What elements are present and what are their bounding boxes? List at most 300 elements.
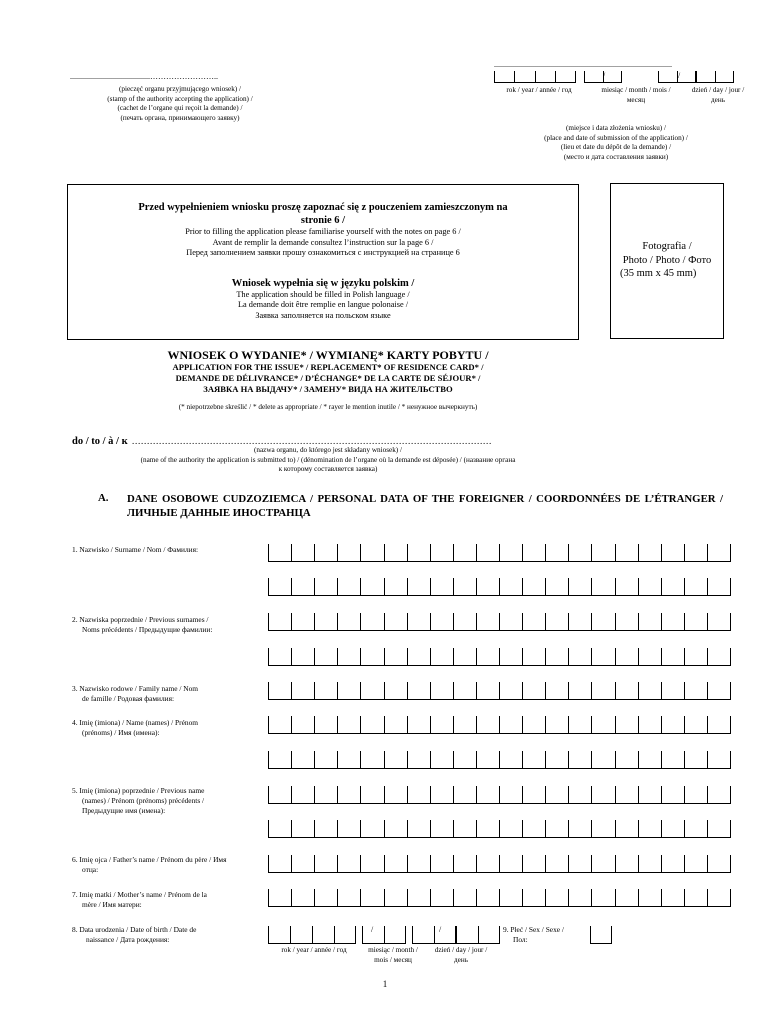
comb-cell-divider <box>453 820 454 838</box>
comb-cell-divider <box>499 544 500 562</box>
comb-cell-divider <box>522 786 523 804</box>
comb-cell-divider <box>707 682 708 700</box>
comb-cell-divider <box>661 682 662 700</box>
comb-cell-divider <box>499 786 500 804</box>
field-6-label-line: 6. Imię ojca / Father’s name / Prénom du père / Имя <box>72 855 227 864</box>
comb-cell-divider <box>430 544 431 562</box>
notice-language-line: The application should be filled in Polish language / <box>236 289 410 299</box>
surname-input-row-1[interactable] <box>268 544 730 562</box>
comb-baseline <box>268 630 730 631</box>
comb-cell-divider <box>407 544 408 562</box>
comb-cell-divider <box>268 855 269 873</box>
comb-cell-divider <box>730 648 731 666</box>
comb-cell-divider <box>615 716 616 734</box>
previous-surnames-input-row-1[interactable] <box>268 613 730 631</box>
notice-language-lines <box>68 290 578 322</box>
dob-day-label <box>428 946 494 965</box>
comb-cell-divider <box>407 889 408 907</box>
comb-cell-divider <box>314 786 315 804</box>
comb-cell-divider <box>568 855 569 873</box>
dob-month-input[interactable] <box>362 926 406 944</box>
comb-cell-divider <box>684 716 685 734</box>
comb-cell-divider <box>522 889 523 907</box>
comb-cell-divider <box>568 648 569 666</box>
comb-cell-divider <box>591 578 592 596</box>
comb-cell-divider <box>707 820 708 838</box>
comb-cell-divider <box>314 855 315 873</box>
comb-cell-divider <box>476 544 477 562</box>
comb-cell-divider <box>360 751 361 769</box>
date-slash: / <box>603 71 606 80</box>
comb-cell-divider <box>730 716 731 734</box>
photo-caption <box>611 240 723 281</box>
comb-cell-divider <box>684 648 685 666</box>
comb-cell-divider <box>476 716 477 734</box>
comb-cell-divider <box>591 544 592 562</box>
comb-cell-divider <box>730 544 731 562</box>
comb-cell-divider <box>268 544 269 562</box>
comb-cell-divider <box>291 716 292 734</box>
field-7-label <box>72 890 272 910</box>
comb-cell-divider <box>638 682 639 700</box>
comb-cell-divider <box>522 544 523 562</box>
comb-cell-divider <box>476 889 477 907</box>
comb-cell-divider <box>430 889 431 907</box>
comb-cell-divider <box>476 578 477 596</box>
field-6-label <box>72 855 272 875</box>
field-6-label-line: отца: <box>82 864 99 874</box>
comb-cell-divider <box>499 716 500 734</box>
comb-cell-divider <box>453 544 454 562</box>
comb-cell-divider <box>430 682 431 700</box>
comb-cell-divider <box>314 648 315 666</box>
comb-cell-divider <box>707 648 708 666</box>
submission-day-input-2[interactable] <box>696 71 734 83</box>
comb-cell-divider <box>522 682 523 700</box>
comb-cell-divider <box>430 855 431 873</box>
notice-lines <box>68 227 578 259</box>
stamp-caption-line: (pieczęć organu przyjmującego wniosek) / <box>118 85 241 93</box>
comb-cell-divider <box>476 648 477 666</box>
comb-cell-divider <box>291 544 292 562</box>
comb-cell-divider <box>360 613 361 631</box>
dob-month-label-line: miesiąc / month / <box>368 946 418 954</box>
month-label: miesiąc / month / mois / месяц <box>601 86 671 104</box>
stamp-caption-line: (stamp of the authority accepting the application) / <box>107 94 253 103</box>
comb-cell-divider <box>568 786 569 804</box>
comb-cell-divider <box>707 751 708 769</box>
comb-cell-divider <box>453 786 454 804</box>
comb-cell-divider <box>615 682 616 700</box>
comb-cell-divider <box>268 786 269 804</box>
field-2-label <box>72 615 272 635</box>
comb-cell-divider <box>615 855 616 873</box>
comb-cell-divider <box>615 648 616 666</box>
addressee-caption-line: (nazwa organu, do którego jest składany wniosek) / <box>254 446 402 454</box>
comb-cell-divider <box>476 613 477 631</box>
comb-cell-divider <box>499 648 500 666</box>
comb-cell-divider <box>684 786 685 804</box>
comb-cell-divider <box>568 751 569 769</box>
place-caption-line: (miejsce i data złożenia wniosku) / <box>566 124 666 132</box>
comb-cell-divider <box>707 578 708 596</box>
comb-cell-divider <box>707 716 708 734</box>
field-1-label: 1. Nazwisko / Surname / Nom / Фамилия: <box>72 545 199 554</box>
comb-cell-divider <box>615 820 616 838</box>
previous-names-input-row-1[interactable] <box>268 786 730 804</box>
application-subtitle: APPLICATION FOR THE ISSUE* / REPLACEMENT* OF RESIDENCE CARD* / <box>172 362 484 372</box>
notice-language-line: La demande doit être remplie en langue polonaise / <box>237 300 409 310</box>
comb-cell-divider <box>291 613 292 631</box>
application-subtitle: ЗАЯВКА НА ВЫДАЧУ* / ЗАМЕНУ* ВИДА НА ЖИТЕЛЬСТВО <box>203 384 453 394</box>
comb-cell-divider <box>476 682 477 700</box>
place-caption-line: (lieu et date du dépôt de la demande) / <box>560 143 672 152</box>
comb-cell-divider <box>360 682 361 700</box>
comb-cell-divider <box>638 855 639 873</box>
notice-line: Avant de remplir la demande consultez l’instruction sur la page 6 / <box>212 237 434 247</box>
field-5-label-line: Предыдущие имя (имена): <box>82 805 166 815</box>
comb-cell-divider <box>661 716 662 734</box>
comb-cell-divider <box>661 889 662 907</box>
addressee-caption <box>70 446 586 475</box>
comb-cell-divider <box>314 613 315 631</box>
comb-cell-divider <box>591 751 592 769</box>
comb-cell-divider <box>384 820 385 838</box>
title-footnote: (* niepotrzebne skreślić / * delete as appropriate / * rayer le mention inutile / * ненужное вычеркнуть) <box>178 403 478 411</box>
comb-cell-divider <box>684 544 685 562</box>
comb-cell-divider <box>591 855 592 873</box>
comb-cell-divider <box>453 716 454 734</box>
comb-cell-divider <box>661 751 662 769</box>
field-9-label <box>503 925 593 945</box>
comb-cell-divider <box>591 889 592 907</box>
comb-cell-divider <box>730 820 731 838</box>
comb-cell-divider <box>476 786 477 804</box>
comb-baseline <box>268 595 730 596</box>
comb-cell-divider <box>314 820 315 838</box>
sex-input[interactable] <box>590 926 612 944</box>
comb-baseline <box>268 906 730 907</box>
comb-cell-divider <box>291 578 292 596</box>
comb-cell-divider <box>360 786 361 804</box>
comb-cell-divider <box>453 751 454 769</box>
notice-language-line: Заявка заполняется на польском языке <box>255 310 391 320</box>
comb-cell-divider <box>730 613 731 631</box>
comb-cell-divider <box>268 578 269 596</box>
date-slash: / <box>678 71 681 80</box>
comb-cell-divider <box>430 751 431 769</box>
comb-cell-divider <box>384 786 385 804</box>
dob-year-label: rok / year / année / год <box>281 946 347 954</box>
comb-cell-divider <box>522 751 523 769</box>
page-number: 1 <box>382 979 388 989</box>
comb-cell-divider <box>638 716 639 734</box>
names-input-row-2[interactable] <box>268 751 730 769</box>
comb-baseline <box>268 665 730 666</box>
comb-cell-divider <box>476 751 477 769</box>
stamp-caption <box>60 85 300 123</box>
date-slash: / <box>371 925 374 934</box>
comb-cell-divider <box>522 820 523 838</box>
comb-baseline <box>268 699 730 700</box>
comb-cell-divider <box>638 889 639 907</box>
comb-cell-divider <box>591 820 592 838</box>
comb-cell-divider <box>522 716 523 734</box>
comb-cell-divider <box>384 889 385 907</box>
comb-cell-divider <box>591 682 592 700</box>
previous-names-input-row-2[interactable] <box>268 820 730 838</box>
comb-cell-divider <box>545 578 546 596</box>
field-9-label-line: 9. Płeć / Sex / Sexe / <box>503 925 564 934</box>
comb-cell-divider <box>407 820 408 838</box>
mothers-name-input[interactable] <box>268 889 730 907</box>
previous-surnames-input-row-2[interactable] <box>268 648 730 666</box>
comb-cell-divider <box>384 751 385 769</box>
dob-day-input[interactable] <box>412 926 456 944</box>
photo-caption-line: (35 mm x 45 mm) <box>620 268 697 279</box>
comb-cell-divider <box>268 648 269 666</box>
comb-cell-divider <box>591 648 592 666</box>
place-caption <box>496 124 736 162</box>
dob-day-input-2[interactable] <box>456 926 500 944</box>
stamp-caption-line: (печать органа, принимающего заявку) <box>120 113 240 122</box>
comb-cell-divider <box>661 648 662 666</box>
comb-cell-divider <box>684 889 685 907</box>
comb-cell-divider <box>545 613 546 631</box>
comb-cell-divider <box>314 578 315 596</box>
comb-cell-divider <box>476 855 477 873</box>
comb-cell-divider <box>638 544 639 562</box>
comb-cell-divider <box>545 820 546 838</box>
field-9-label-line: Пол: <box>513 934 528 944</box>
comb-cell-divider <box>337 578 338 596</box>
comb-cell-divider <box>730 786 731 804</box>
field-2-label-line: 2. Nazwiska poprzednie / Previous surnames / <box>72 615 209 624</box>
comb-cell-divider <box>568 578 569 596</box>
comb-cell-divider <box>545 889 546 907</box>
comb-cell-divider <box>661 855 662 873</box>
comb-cell-divider <box>730 889 731 907</box>
comb-cell-divider <box>568 820 569 838</box>
field-5-label-line: 5. Imię (imiona) poprzednie / Previous name <box>72 786 205 795</box>
comb-cell-divider <box>384 855 385 873</box>
photo-caption-line: Fotografia / <box>642 241 692 252</box>
field-4-label-line: 4. Imię (imiona) / Name (names) / Prénom <box>72 718 199 727</box>
comb-cell-divider <box>337 786 338 804</box>
comb-cell-divider <box>314 889 315 907</box>
comb-cell-divider <box>314 716 315 734</box>
comb-cell-divider <box>268 613 269 631</box>
comb-cell-divider <box>522 613 523 631</box>
day-label: dzień / day / jour / день <box>691 86 745 104</box>
comb-cell-divider <box>499 751 500 769</box>
comb-cell-divider <box>337 613 338 631</box>
surname-input-row-2[interactable] <box>268 578 730 596</box>
dob-year-input[interactable] <box>268 926 356 944</box>
stamp-caption-line: (cachet de l’organe qui reçoit la demande) / <box>117 104 243 113</box>
stamp-dotted-line: ........................................…………………….. <box>70 72 218 81</box>
comb-cell-divider <box>684 855 685 873</box>
comb-cell-divider <box>384 613 385 631</box>
comb-cell-divider <box>314 682 315 700</box>
comb-cell-divider <box>337 855 338 873</box>
comb-cell-divider <box>499 578 500 596</box>
comb-cell-divider <box>499 889 500 907</box>
comb-cell-divider <box>384 648 385 666</box>
comb-cell-divider <box>453 889 454 907</box>
comb-cell-divider <box>384 716 385 734</box>
comb-cell-divider <box>476 820 477 838</box>
comb-cell-divider <box>707 613 708 631</box>
comb-baseline <box>268 733 730 734</box>
comb-baseline <box>268 837 730 838</box>
comb-cell-divider <box>730 751 731 769</box>
application-subtitle: DEMANDE DE DÉLIVRANCE* / D’ÉCHANGE* DE LA CARTE DE SÉJOUR* / <box>175 373 481 383</box>
comb-cell-divider <box>268 716 269 734</box>
comb-cell-divider <box>407 682 408 700</box>
comb-cell-divider <box>615 613 616 631</box>
comb-cell-divider <box>430 716 431 734</box>
comb-cell-divider <box>638 648 639 666</box>
comb-cell-divider <box>407 786 408 804</box>
names-input-row-1[interactable] <box>268 716 730 734</box>
notice-language-title: Wniosek wypełnia się w języku polskim / <box>231 277 415 289</box>
comb-cell-divider <box>638 751 639 769</box>
comb-cell-divider <box>268 682 269 700</box>
date-slash: / <box>439 925 442 934</box>
comb-cell-divider <box>545 716 546 734</box>
addressee-caption-line: (name of the authority the application is submitted to) / (dénomination de l’organe où la demande est déposée) / (название органа <box>140 455 516 464</box>
application-title: WNIOSEK O WYDANIE* / WYMIANĘ* KARTY POBYTU / <box>167 348 489 362</box>
comb-cell-divider <box>568 889 569 907</box>
comb-cell-divider <box>638 786 639 804</box>
section-a-letter: A. <box>98 492 109 504</box>
comb-cell-divider <box>499 820 500 838</box>
field-8-label-line: naissance / Дата рождения: <box>86 934 170 944</box>
comb-cell-divider <box>545 855 546 873</box>
comb-cell-divider <box>568 544 569 562</box>
comb-cell-divider <box>661 578 662 596</box>
comb-cell-divider <box>545 544 546 562</box>
application-title-block <box>70 348 586 412</box>
comb-cell-divider <box>522 855 523 873</box>
comb-cell-divider <box>707 855 708 873</box>
comb-cell-divider <box>545 751 546 769</box>
comb-cell-divider <box>337 820 338 838</box>
comb-cell-divider <box>314 544 315 562</box>
comb-cell-divider <box>337 682 338 700</box>
submission-day-input[interactable] <box>658 71 696 83</box>
comb-cell-divider <box>545 786 546 804</box>
comb-cell-divider <box>730 682 731 700</box>
comb-cell-divider <box>615 578 616 596</box>
dob-day-label-line: день <box>454 955 468 964</box>
comb-cell-divider <box>407 716 408 734</box>
comb-cell-divider <box>568 613 569 631</box>
comb-cell-divider <box>360 578 361 596</box>
comb-cell-divider <box>638 820 639 838</box>
application-subtitles <box>70 362 586 395</box>
notice-line: Prior to filling the application please familiarise yourself with the notes on page 6 / <box>185 227 461 236</box>
family-name-input[interactable] <box>268 682 730 700</box>
photo-caption-line: Photo / Photo / Фото <box>622 254 712 266</box>
comb-cell-divider <box>407 613 408 631</box>
field-2-label-line: Noms précédents / Предыдущие фамилии: <box>82 624 213 634</box>
field-3-label <box>72 684 272 704</box>
comb-cell-divider <box>268 751 269 769</box>
comb-cell-divider <box>730 855 731 873</box>
comb-cell-divider <box>430 613 431 631</box>
notice-title: Przed wypełnieniem wniosku proszę zapoznać się z pouczeniem zamieszczonym na stronie 6 / <box>138 202 508 226</box>
field-4-label <box>72 718 272 738</box>
comb-cell-divider <box>360 716 361 734</box>
comb-cell-divider <box>730 578 731 596</box>
addressee-dots: ………………………………………………………………………………………………………… <box>131 436 492 446</box>
field-5-label-line: (names) / Prénom (prénoms) précédents / <box>82 795 205 805</box>
comb-cell-divider <box>407 751 408 769</box>
comb-cell-divider <box>545 682 546 700</box>
addressee-prefix: do / to / à / к <box>72 436 128 447</box>
comb-cell-divider <box>707 889 708 907</box>
comb-cell-divider <box>707 544 708 562</box>
comb-cell-divider <box>291 682 292 700</box>
comb-cell-divider <box>499 855 500 873</box>
comb-baseline <box>268 803 730 804</box>
comb-cell-divider <box>268 889 269 907</box>
comb-cell-divider <box>384 544 385 562</box>
comb-cell-divider <box>707 786 708 804</box>
comb-cell-divider <box>615 786 616 804</box>
comb-cell-divider <box>291 751 292 769</box>
field-3-label-line: de famille / Родовая фамилия: <box>82 693 175 703</box>
dob-month-label <box>360 946 426 965</box>
comb-cell-divider <box>615 751 616 769</box>
comb-baseline <box>268 872 730 873</box>
comb-cell-divider <box>314 751 315 769</box>
comb-cell-divider <box>684 682 685 700</box>
field-5-label <box>72 786 272 815</box>
comb-cell-divider <box>591 716 592 734</box>
comb-cell-divider <box>661 820 662 838</box>
comb-cell-divider <box>522 578 523 596</box>
submission-year-input[interactable] <box>494 71 576 83</box>
place-caption-line: (place and date of submission of the application) / <box>544 133 688 142</box>
comb-cell-divider <box>384 578 385 596</box>
comb-cell-divider <box>268 820 269 838</box>
place-caption-line: (место и дата составления заявки) <box>563 152 669 161</box>
comb-cell-divider <box>661 613 662 631</box>
comb-baseline <box>268 561 730 562</box>
comb-cell-divider <box>430 820 431 838</box>
comb-baseline <box>268 768 730 769</box>
comb-cell-divider <box>337 544 338 562</box>
comb-cell-divider <box>407 855 408 873</box>
photo-box[interactable] <box>610 183 724 339</box>
comb-cell-divider <box>453 682 454 700</box>
place-dotted-line: ......................................................................................... <box>494 60 672 69</box>
comb-cell-divider <box>291 648 292 666</box>
comb-cell-divider <box>291 889 292 907</box>
fathers-name-input[interactable] <box>268 855 730 873</box>
comb-cell-divider <box>638 578 639 596</box>
comb-cell-divider <box>360 820 361 838</box>
comb-cell-divider <box>430 786 431 804</box>
comb-cell-divider <box>684 751 685 769</box>
comb-cell-divider <box>337 889 338 907</box>
field-7-label-line: 7. Imię matki / Mother’s name / Prénom de la <box>72 890 207 899</box>
dob-month-label-line: mois / месяц <box>374 955 412 964</box>
comb-cell-divider <box>568 682 569 700</box>
